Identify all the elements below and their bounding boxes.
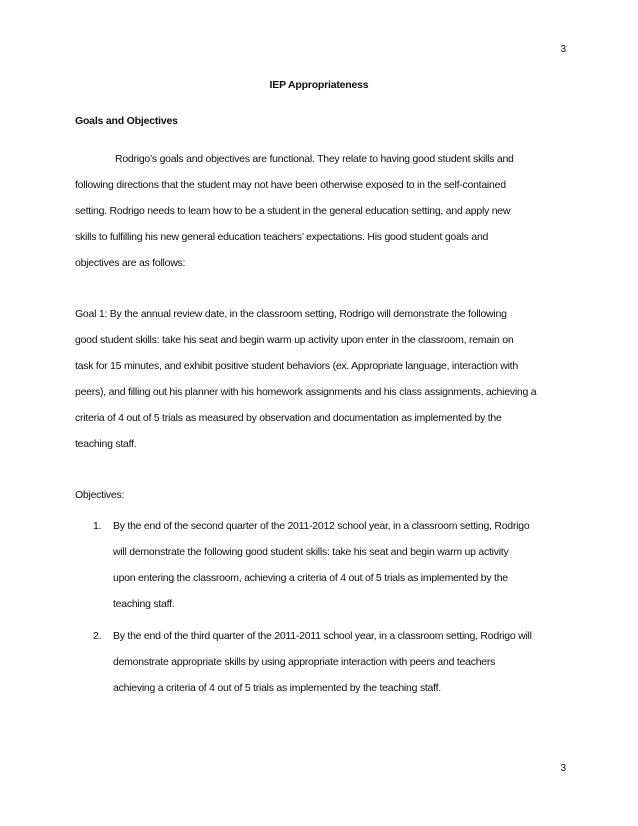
list-item [75,623,567,701]
goal-paragraph [75,301,567,457]
intro-line: skills to fulfilling his new general education teachers’ expectations. His good student goals and [75,231,489,243]
objective-line: By the end of the third quarter of the 2011-2011 school year, in a classroom setting, Rodrigo will [113,630,532,642]
objective-line: demonstrate appropriate skills by using appropriate interaction with peers and teachers [113,656,496,668]
intro-line: following directions that the student may not have been otherwise exposed to in the self-contained [75,179,506,191]
goal-line: teaching staff. [75,438,137,450]
document-title: IEP Appropriateness [269,79,369,91]
page-number-top: 3 [560,44,566,55]
list-item [75,513,567,617]
objectives-label [75,482,567,508]
objective-number: 2. [93,630,102,642]
objective-number: 1. [93,520,102,532]
goal-line: task for 15 minutes, and exhibit positive student behaviors (ex. Appropriate language, interaction with [75,360,518,372]
intro-line: objectives are as follows: [75,257,186,269]
objective-item-2 [75,623,567,701]
intro-line: Rodrigo’s goals and objectives are functional. They relate to having good student skills and [115,153,514,165]
page-number-bottom: 3 [560,763,566,774]
goal-line: Goal 1: By the annual review date, in the classroom setting, Rodrigo will demonstrate the following [75,308,507,320]
objective-line: upon entering the classroom, achieving a criteria of 4 out of 5 trials as implemented by the [113,572,508,584]
objective-line: will demonstrate the following good student skills: take his seat and begin warm up activity [113,546,509,558]
goal-line: peers), and filling out his planner with his homework assignments and his class assignments, achieving a [75,386,537,398]
section-heading: Goals and Objectives [75,115,178,127]
objective-item-1 [75,513,567,617]
intro-line: setting. Rodrigo needs to learn how to be a student in the general education setting, and apply new [75,205,511,217]
objective-line: By the end of the second quarter of the 2011-2012 school year, in a classroom setting, Rodrigo [113,520,530,532]
objective-line: achieving a criteria of 4 out of 5 trials as implemented by the teaching staff. [113,682,441,694]
goal-line: criteria of 4 out of 5 trials as measured by observation and documentation as implemented by the [75,412,502,424]
objectives-label-text: Objectives: [75,489,125,501]
objective-line: teaching staff. [113,598,175,610]
goal-line: good student skills: take his seat and begin warm up activity upon enter in the classroom, remain on [75,334,514,346]
intro-paragraph [75,146,567,276]
